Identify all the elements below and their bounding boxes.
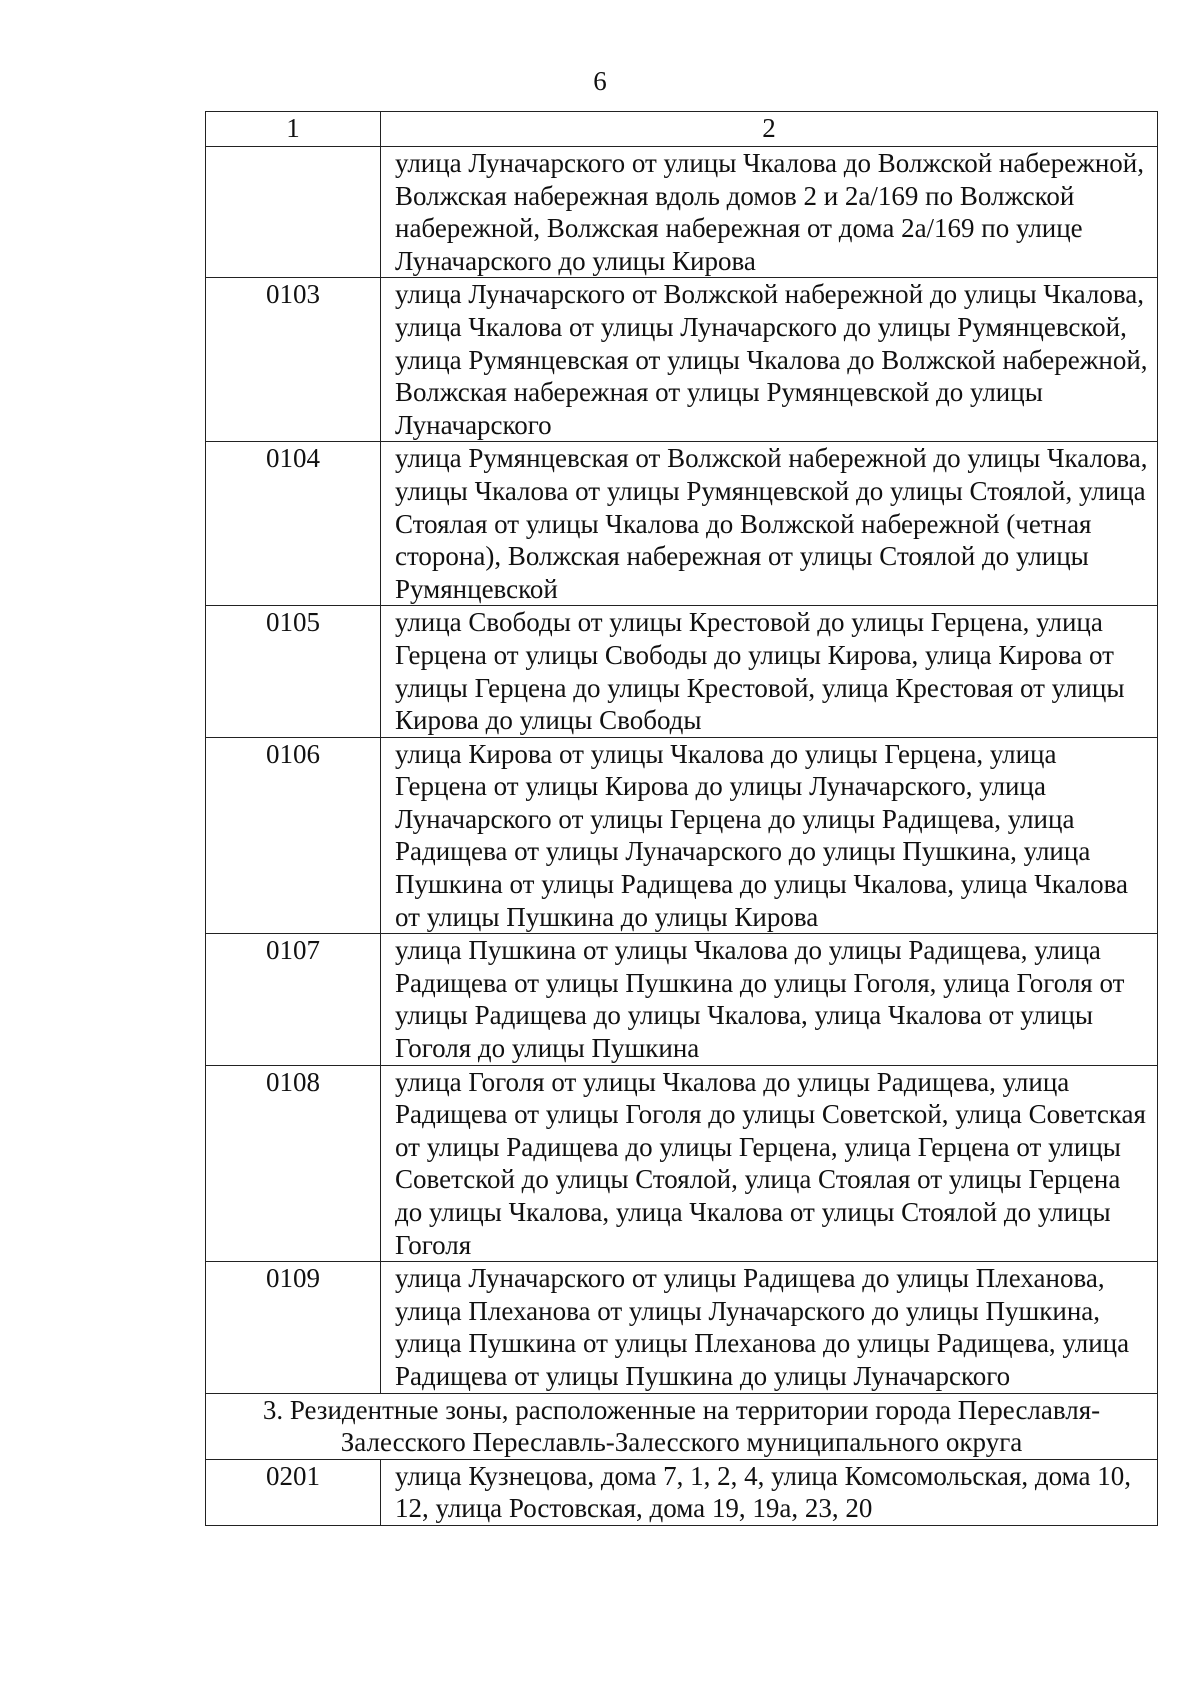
zone-description: улица Свободы от улицы Крестовой до улицы Герцена, улица Герцена от улицы Свободы до улицы Кирова, улица Кирова от улицы Герцена до улицы Крестовой, улица Крестовая от улицы Кирова до улицы Свободы bbox=[381, 606, 1158, 737]
zone-code: 0103 bbox=[206, 278, 381, 442]
page-number: 6 bbox=[593, 66, 607, 96]
section-heading: 3. Резидентные зоны, расположенные на территории города Переславля-Залесского Переславль-Залесского муниципального округа bbox=[206, 1393, 1158, 1459]
zone-code bbox=[206, 147, 381, 278]
table-row bbox=[206, 442, 1158, 606]
zone-description: улица Кирова от улицы Чкалова до улицы Герцена, улица Герцена от улицы Кирова до улицы Луначарского, улица Луначарского от улицы Герцена до улицы Радищева, улица Радищева от улицы Луначарского до улицы Пушкина, улица Пушкина от улицы Радищева до улицы Чкалова, улица Чкалова от улицы Пушкина до улицы Кирова bbox=[381, 737, 1158, 934]
table-row bbox=[206, 934, 1158, 1065]
column-header-1: 1 bbox=[206, 112, 381, 147]
zone-code: 0107 bbox=[206, 934, 381, 1065]
zone-description: улица Пушкина от улицы Чкалова до улицы Радищева, улица Радищева от улицы Пушкина до улицы Гоголя, улица Гоголя от улицы Радищева до улицы Чкалова, улица Чкалова от улицы Гоголя до улицы Пушкина bbox=[381, 934, 1158, 1065]
zone-description: улица Румянцевская от Волжской набережной до улицы Чкалова, улицы Чкалова от улицы Румянцевской до улицы Стоялой, улица Стоялая от улицы Чкалова до Волжской набережной (четная сторона), Волжская набережная от улицы Стоялой до улицы Румянцевской bbox=[381, 442, 1158, 606]
zone-code: 0201 bbox=[206, 1459, 381, 1525]
table-row bbox=[206, 1262, 1158, 1393]
table-row bbox=[206, 278, 1158, 442]
table-row bbox=[206, 737, 1158, 934]
zone-code: 0104 bbox=[206, 442, 381, 606]
table-row bbox=[206, 1459, 1158, 1525]
zone-description: улица Луначарского от Волжской набережной до улицы Чкалова, улица Чкалова от улицы Луначарского до улицы Румянцевской, улица Румянцевская от улицы Чкалова до Волжской набережной, Волжская набережная от улицы Румянцевской до улицы Луначарского bbox=[381, 278, 1158, 442]
zone-description: улица Луначарского от улицы Чкалова до Волжской набережной, Волжская набережная вдоль домов 2 и 2а/169 по Волжской набережной, Волжская набережная от дома 2а/169 по улице Луначарского до улицы Кирова bbox=[381, 147, 1158, 278]
table-row bbox=[206, 1065, 1158, 1262]
zone-code: 0105 bbox=[206, 606, 381, 737]
table-row bbox=[206, 606, 1158, 737]
column-header-2: 2 bbox=[381, 112, 1158, 147]
table-header-row bbox=[206, 112, 1158, 147]
zone-code: 0109 bbox=[206, 1262, 381, 1393]
zone-code: 0108 bbox=[206, 1065, 381, 1262]
table-row bbox=[206, 147, 1158, 278]
zone-description: улица Кузнецова, дома 7, 1, 2, 4, улица Комсомольская, дома 10, 12, улица Ростовская, дома 19, 19а, 23, 20 bbox=[381, 1459, 1158, 1525]
zone-description: улица Гоголя от улицы Чкалова до улицы Радищева, улица Радищева от улицы Гоголя до улицы Советской, улица Советская от улицы Радищева до улицы Герцена, улица Герцена от улицы Советской до улицы Стоялой, улица Стоялая от улицы Герцена до улицы Чкалова, улица Чкалова от улицы Стоялой до улицы Гоголя bbox=[381, 1065, 1158, 1262]
zone-description: улица Луначарского от улицы Радищева до улицы Плеханова, улица Плеханова от улицы Луначарского до улицы Пушкина, улица Пушкина от улицы Плеханова до улицы Радищева, улица Радищева от улицы Пушкина до улицы Луначарского bbox=[381, 1262, 1158, 1393]
zone-code: 0106 bbox=[206, 737, 381, 934]
resident-zones-table bbox=[205, 111, 1158, 1526]
section-heading-row bbox=[206, 1393, 1158, 1459]
